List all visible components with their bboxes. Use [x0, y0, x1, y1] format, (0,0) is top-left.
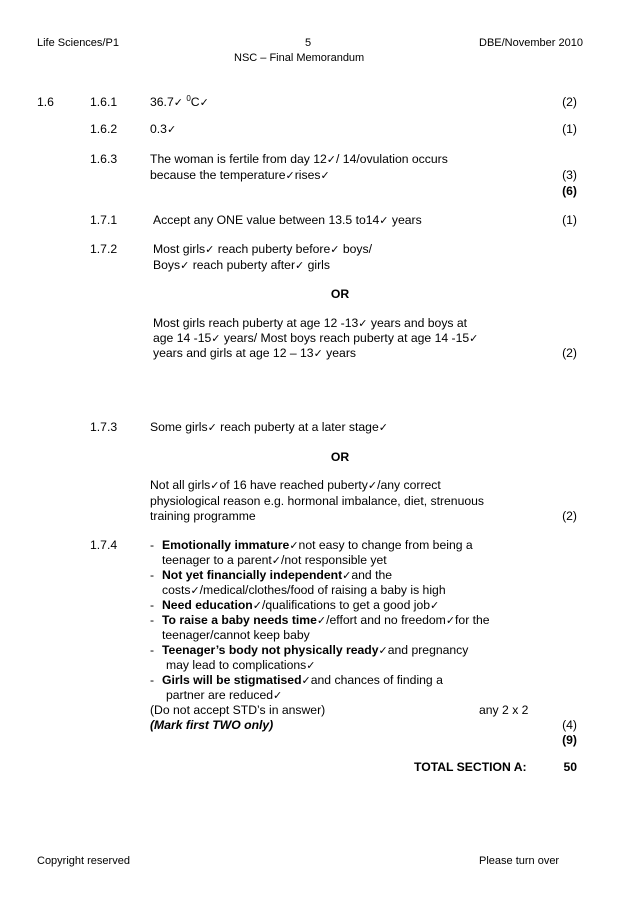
- answer-item: teenager/cannot keep baby: [162, 628, 310, 642]
- check-icon: ✓: [173, 96, 183, 109]
- bullet-dash: -: [150, 673, 155, 687]
- check-icon: ✓: [320, 169, 330, 182]
- marks: (2): [562, 346, 577, 360]
- answer-item: Emotionally immature✓not easy to change from being a: [162, 538, 473, 552]
- marks: (4): [562, 718, 577, 732]
- question-number: 1.6.1: [90, 95, 118, 109]
- answer-text: The woman is fertile from day 12✓/ 14/ovulation occurs: [150, 152, 448, 166]
- check-icon: ✓: [289, 539, 299, 552]
- question-number: 1.6.2: [90, 122, 118, 136]
- footer-turn-over: Please turn over: [479, 855, 560, 867]
- check-icon: ✓: [273, 689, 283, 702]
- question-number: 1.7.2: [90, 242, 118, 256]
- answer-text: Accept any ONE value between 13.5 to14✓ years: [153, 213, 422, 227]
- subtotal-marks: (6): [562, 184, 577, 198]
- check-icon: ✓: [166, 123, 177, 136]
- check-icon: ✓: [342, 569, 352, 582]
- bullet-dash: -: [150, 598, 155, 612]
- check-icon: ✓: [252, 599, 262, 612]
- check-icon: ✓: [180, 259, 190, 272]
- bullet-dash: -: [150, 613, 155, 627]
- answer-text: training programme: [150, 509, 256, 523]
- check-icon: ✓: [207, 421, 217, 434]
- check-icon: ✓: [445, 614, 456, 627]
- answer-item: partner are reduced✓: [166, 688, 283, 702]
- answer-item: may lead to complications✓: [166, 658, 316, 672]
- answer-text: 36.7✓ $^0$C✓: [150, 94, 209, 109]
- answer-text: Not all girls✓of 16 have reached puberty✓/any correct: [150, 478, 441, 492]
- answer-text: Some girls✓ reach puberty at a later stage✓: [150, 420, 388, 434]
- marks: (3): [562, 168, 577, 182]
- check-icon: ✓: [285, 169, 295, 182]
- answer-item: To raise a baby needs time✓/effort and no freedom✓for the: [162, 613, 490, 627]
- check-icon: ✓: [378, 644, 388, 657]
- note-text: (Do not accept STD’s in answer): [150, 703, 326, 717]
- check-icon: ✓: [326, 153, 337, 166]
- answer-item: Girls will be stigmatised✓and chances of finding a: [162, 673, 443, 687]
- check-icon: ✓: [295, 259, 305, 272]
- answer-text: Most girls reach puberty at age 12 -13✓ years and boys at: [153, 316, 468, 330]
- or-separator: OR: [330, 287, 350, 301]
- answer-item: Not yet financially independent✓and the: [162, 568, 393, 582]
- section-number: 1.6: [37, 95, 54, 109]
- check-icon: ✓: [210, 479, 220, 492]
- total-value: 50: [563, 760, 577, 774]
- header-subject: Life Sciences/P1: [37, 37, 119, 49]
- answer-text: Most girls✓ reach puberty before✓ boys/: [153, 242, 372, 256]
- check-icon: ✓: [313, 347, 323, 360]
- check-icon: ✓: [378, 421, 388, 434]
- check-icon: ✓: [190, 584, 200, 597]
- bullet-dash: -: [150, 538, 155, 552]
- header-page-number: 5: [305, 37, 312, 49]
- total-label: TOTAL SECTION A:: [414, 760, 527, 774]
- check-icon: ✓: [199, 96, 209, 109]
- check-icon: ✓: [205, 243, 215, 256]
- note-text: (Mark first TWO only): [150, 718, 274, 732]
- question-number: 1.7.1: [90, 213, 118, 227]
- subtotal-marks: (9): [562, 733, 577, 747]
- check-icon: ✓: [306, 659, 316, 672]
- header-exam: DBE/November 2010: [479, 37, 583, 49]
- marks: (1): [562, 122, 577, 136]
- answer-text: age 14 -15✓ years/ Most boys reach puberty at age 14 -15✓: [153, 331, 479, 345]
- bullet-dash: -: [150, 568, 155, 582]
- check-icon: ✓: [367, 479, 378, 492]
- check-icon: ✓: [358, 317, 368, 330]
- answer-item: costs✓/medical/clothes/food of raising a baby is high: [162, 583, 446, 597]
- marks: (2): [562, 509, 577, 523]
- mark-allocation: any 2 x 2: [479, 703, 529, 717]
- check-icon: ✓: [211, 332, 221, 345]
- answer-item: teenager to a parent✓/not responsible yet: [162, 553, 387, 567]
- check-icon: ✓: [316, 614, 327, 627]
- answer-text: 0.3✓: [150, 122, 177, 136]
- check-icon: ✓: [469, 332, 479, 345]
- check-icon: ✓: [330, 243, 340, 256]
- answer-item: Need education✓/qualifications to get a good job✓: [162, 598, 440, 612]
- bullet-dash: -: [150, 643, 155, 657]
- question-number: 1.7.4: [90, 538, 118, 552]
- marks: (2): [562, 95, 577, 109]
- answer-item: Teenager’s body not physically ready✓and pregnancy: [162, 643, 469, 657]
- check-icon: ✓: [301, 674, 311, 687]
- answer-text: physiological reason e.g. hormonal imbalance, diet, strenuous: [150, 494, 484, 508]
- marks: (1): [562, 213, 577, 227]
- question-number: 1.6.3: [90, 152, 118, 166]
- answer-text: years and girls at age 12 – 13✓ years: [153, 346, 356, 360]
- answer-text: Boys✓ reach puberty after✓ girls: [153, 258, 330, 272]
- answer-text: because the temperature✓rises✓: [150, 168, 330, 182]
- footer-copyright: Copyright reserved: [37, 855, 130, 867]
- header-memo: NSC – Final Memorandum: [234, 52, 365, 64]
- check-icon: ✓: [430, 599, 440, 612]
- or-separator: OR: [330, 450, 350, 464]
- check-icon: ✓: [271, 554, 281, 567]
- question-number: 1.7.3: [90, 420, 118, 434]
- check-icon: ✓: [379, 214, 389, 227]
